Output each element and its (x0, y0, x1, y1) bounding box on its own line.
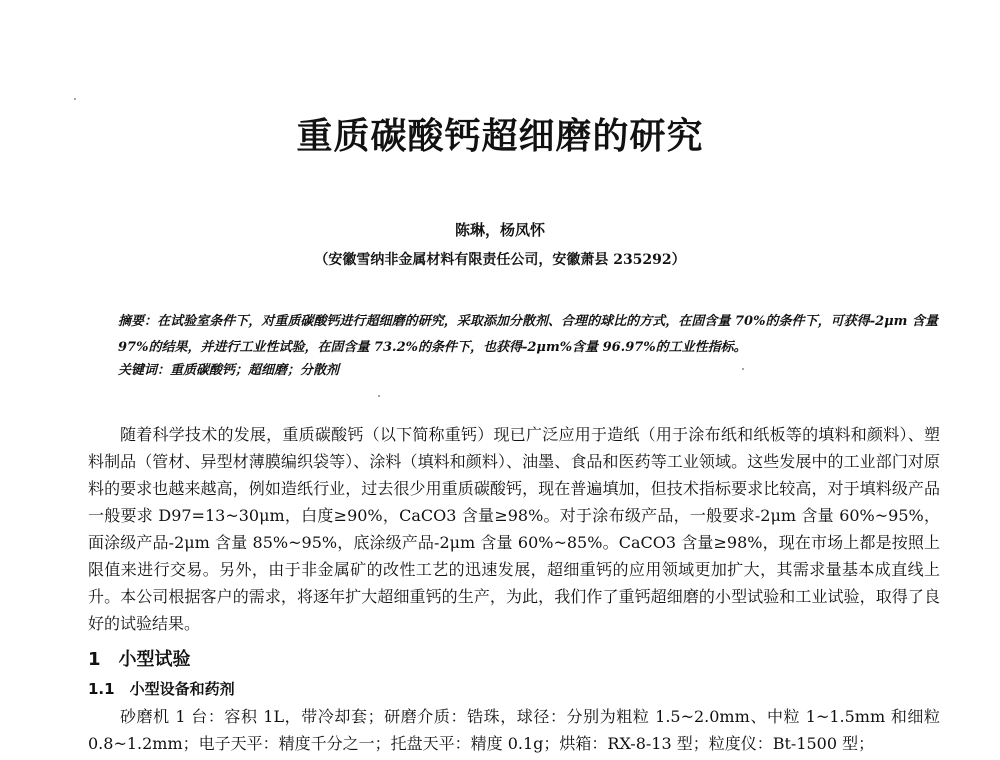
equipment-paragraph: 砂磨机 1 台：容积 1L，带冷却套；研磨介质：锆珠，球径：分别为粗粒 1.5~2.0mm、中粒 1~1.5mm 和细粒 0.8~1.2mm；电子天平：精度千分之一；托盘天平：精度 0.1g；烘箱：RX-8-13 型；粒度仪：Bt-1500 型； (88, 707, 940, 753)
intro-paragraph: 随着科学技术的发展，重质碳酸钙（以下简称重钙）现已广泛应用于造纸（用于涂布纸和纸板等的填料和颜料）、塑料制品（管材、异型材薄膜编织袋等）、涂料（填料和颜料）、油墨、食品和医药等工业领域。这些发展中的工业部门对原料的要求也越来越高，例如造纸行业，过去很少用重质碳酸钙，现在普遍填加，但技术指标要求比较高，对于填料级产品一般要求 D97=13~30μm，白度≥90%，CaCO3 含量≥98%。对于涂布级产品，一般要求-2μm 含量 60%~95%，面涂级产品-2μm 含量 85%~95%，底涂级产品-2μm 含量 60%~85%。CaCO3 含量≥98%，现在市场上都是按照上限值来进行交易。另外，由于非金属矿的改性工艺的迅速发展，超细重钙的应用领域更加扩大，其需求量基本成直线上升。本公司根据客户的需求，将逐年扩大超细重钙的生产，为此，我们作了重钙超细磨的小型试验和工业试验，取得了良好的试验结果。 (88, 425, 940, 633)
paper-abstract: 摘要：在试验室条件下，对重质碳酸钙进行超细磨的研究，采取添加分散剂、合理的球比的方式，在固含量 70%的条件下，可获得-2μm 含量 97%的结果，并进行工业性试验，在固含量 73.2%的条件下，也获得-2μm%含量 96.97%的工业性指标。 (118, 314, 938, 355)
paper-title: 重质碳酸钙超细磨的研究 (296, 116, 704, 157)
paper-affiliation: （安徽雪纳非金属材料有限责任公司，安徽萧县 235292） (314, 252, 686, 268)
scan-speck (74, 98, 76, 100)
scan-speck (742, 368, 744, 370)
paper-authors: 陈琳，杨凤怀 (454, 221, 545, 239)
paper-keywords: 关键词：重质碳酸钙；超细磨；分散剂 (118, 363, 340, 378)
subsection-heading: 1.1 小型设备和药剂 (88, 680, 235, 698)
section-heading: 1 小型试验 (88, 649, 191, 670)
scan-speck (378, 395, 380, 397)
